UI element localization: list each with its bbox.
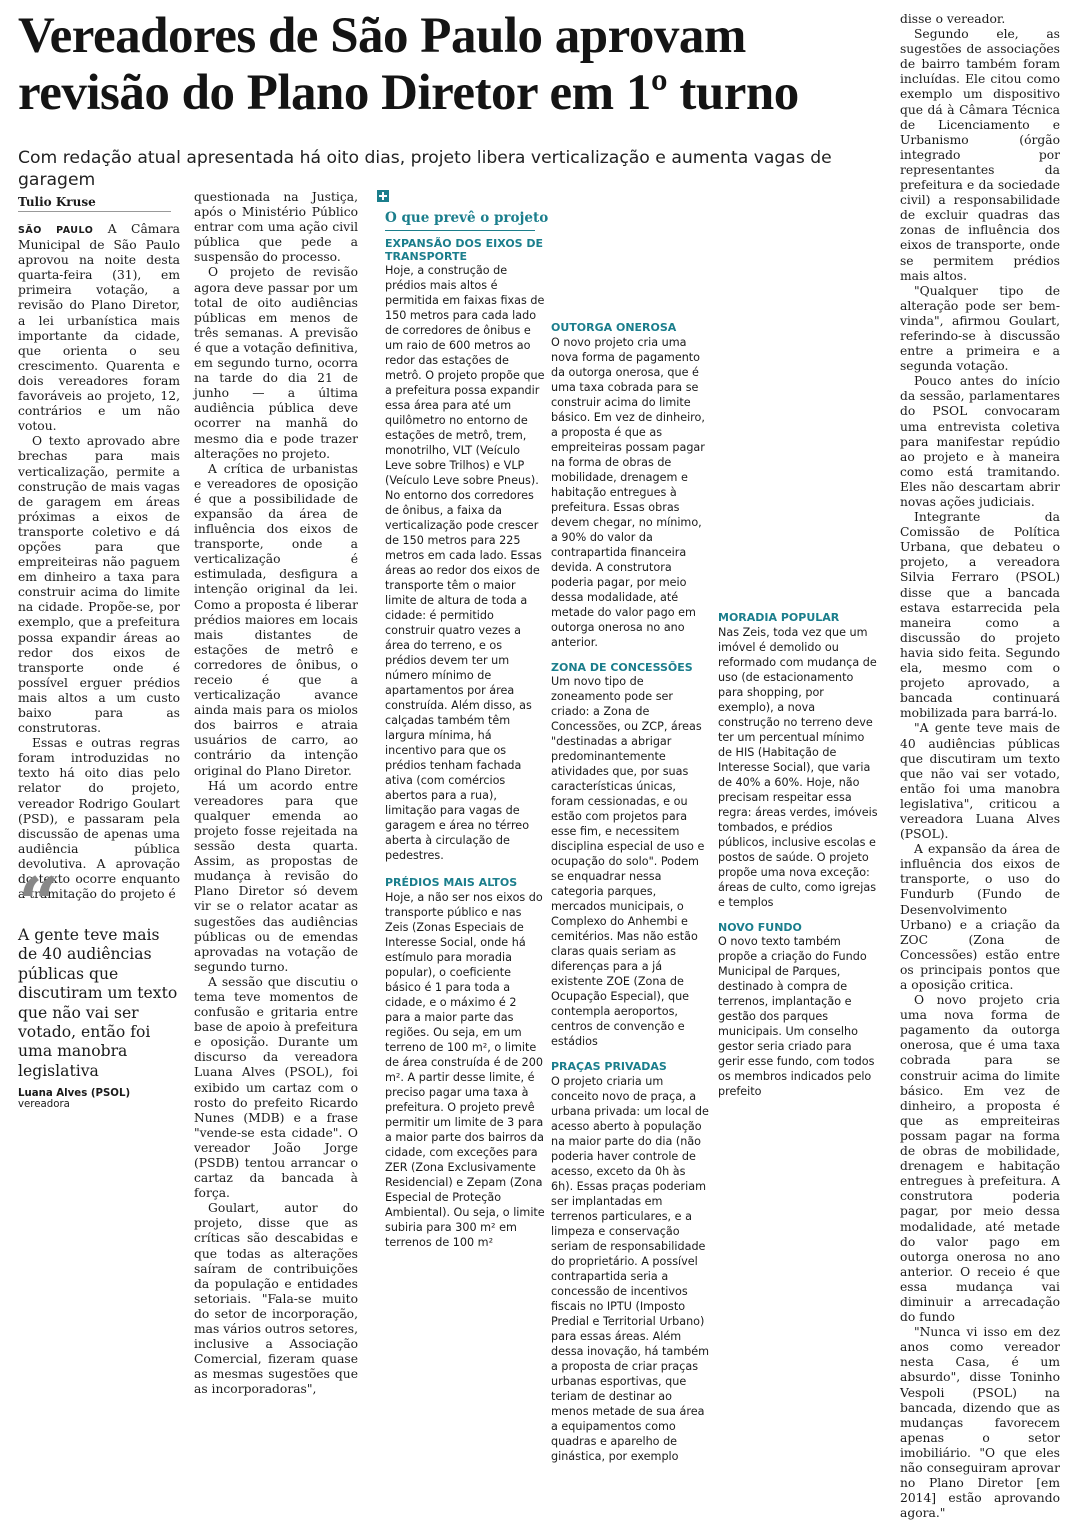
paragraph: A crítica de urbanistas e vereadores de oposição é que a possibilidade de expansão da área de influência dos eixos de transporte, onde a verticalização é estimulada, desfigura a intenção original da lei. Como a proposta é liberar prédios maiores em locais mais distantes de estações de metrô e corredores de ônibus, o receio é que a verticalização avance ainda mais para os miolos dos bairros e atraia usuários de carro, ao contrário da intenção original do Plano Diretor.: [194, 461, 358, 778]
paragraph: O projeto de revisão agora deve passar por um total de oito audiências públicas em menos de três semanas. A previsão é que a votação definitiva, em segundo turno, ocorra na tarde do dia 21 de junho — a última audiência pública deve ocorrer na manhã do mesmo dia e pode trazer alterações no projeto.: [194, 265, 358, 461]
section-heading: EXPANSÃO DOS EIXOS DE TRANSPORTE: [385, 237, 544, 263]
info-box-column-3: [718, 612, 878, 1099]
paragraph: disse o vereador.: [900, 12, 1006, 26]
paragraph: Goulart, autor do projeto, disse que as críticas são descabidas e que todas as alterações saíram de contribuições da população e entidades setoriais. "Fala-se muito do setor de incorporação, mas vários outros setores, inclusive a Associação Comercial, fizeram quase as mesmas sugestões que as incorporadoras",: [194, 1201, 358, 1397]
article-column-1: [18, 195, 181, 902]
byline: Tulio Kruse: [18, 195, 96, 209]
dateline: SÃO PAULO: [18, 225, 94, 236]
section-text: Um novo tipo de zoneamento pode ser criado: a Zona de Concessões, ou ZCP, áreas "destinadas a abrigar predominantemente atividades que, por suas características únicas, foram cessionadas, e ou estão com projetos para esse fim, e necessitem disciplina especial de uso e ocupação do solo". Podem se enquadrar nessa categoria parques, mercados municipais, o Complexo do Anhembi e cemitérios. Mas não estão claras quais seriam as diferenças para a já existente ZOE (Zona de Ocupação Especial), que contempla aeroportos, centros de convenção e estádios: [551, 675, 705, 1048]
quote-role: vereadora: [18, 1099, 70, 1111]
section-text: O novo texto também propõe a criação do Fundo Municipal de Parques, destinado à compra de terrenos, implantação e gestão dos parques municipais. Um conselho gestor seria criado para gerir esse fundo, com todos os membros indicados pelo prefeito: [718, 935, 875, 1098]
quote-mark-icon: “: [18, 861, 60, 946]
plus-icon: [377, 190, 389, 202]
subtitle: Com redação atual apresentada há oito dias, projeto libera verticalização e aumenta vagas de garagem: [18, 148, 832, 190]
article-column-2: [194, 190, 358, 1398]
section-text: Hoje, a não ser nos eixos do transporte público e nas Zeis (Zonas Especiais de Interesse Social, onde há estímulo para moradia popular), o coeficiente básico é 1 para toda a cidade, e o máximo é 2 para a maior parte das regiões. Ou seja, em um terreno de 100 m², o limite de área construída é de 200 m². A partir desse limite, é preciso pagar uma taxa à prefeitura. O projeto prevê permitir um limite de 3 para a maior parte dos bairros da cidade, com exceções para ZER (Zona Exclusivamente Residencial) e Zepam (Zona Especial de Proteção Ambiental). Ou seja, o limite subiria para 300 m² em terrenos de 100 m²: [385, 890, 545, 1249]
paragraph: Essas e outras regras foram introduzidas no texto há oito dias pelo relator do projeto, vereador Rodrigo Goulart (PSD), e passaram pela discussão de apenas uma audiência pública devolutiva. A aprovação do texto ocorre enquanto a tramitação do projeto é: [18, 736, 180, 902]
section-text: Hoje, a construção de prédios mais altos é permitida em faixas fixas de 150 metros para cada lado de corredores de ônibus e um raio de 600 metros ao redor das estações de metrô. O projeto propõe que a prefeitura possa expandir essa área para até um quilômetro no entorno de estações de metrô, trem, monotrilho, VLT (Veículo Leve sobre Trilhos) e VLP (Veículo Leve sobre Pneus). No entorno dos corredores de ônibus, a faixa da verticalização pode crescer de 150 metros para 225 metros em cada lado. Essas áreas ao redor dos eixos de transporte têm o maior limite de altura de toda a cidade: é permitido construir quatro vezes a área do terreno, e os prédios devem ter um número mínimo de apartamentos por área construída. Além disso, as calçadas também têm largura mínima, há incentivo para que os prédios tenham fachada ativa (com comércios abertos para a rua), limitação para vagas de garagem e área no térreo aberta à circulação de pedestres.: [385, 264, 545, 862]
pull-quote: [18, 861, 178, 1111]
info-box-column-1: [385, 238, 545, 1250]
quote-text: A gente teve mais de 40 audiências públicas que discutiram um texto que não vai ser votado, então foi uma manobra legislativa: [18, 926, 178, 1080]
paragraph: questionada na Justiça, após o Ministério Público entrar com uma ação civil pública que pede a suspensão do processo.: [194, 190, 358, 265]
headline: Vereadores de São Paulo aprovam revisão do Plano Diretor em 1º turno: [18, 8, 799, 121]
paragraph: "Qualquer tipo de alteração pode ser bem-vinda", afirmou Goulart, referindo-se à discussão entre a primeira e a segunda votação.: [900, 283, 1060, 374]
paragraph: A sessão que discutiu o tema teve momentos de confusão e gritaria entre base de apoio à prefeitura e oposição. Durante um discurso da vereadora Luana Alves (PSOL), foi exibido um cartaz com o rosto do prefeito Ricardo Nunes (MDB) e a frase "vende-se esta cidade". O vereador João Jorge (PSDB) tentou arrancar o cartaz da bancada à força.: [194, 974, 358, 1201]
section-text: Nas Zeis, toda vez que um imóvel é demolido ou reformado com mudança de uso (de estacionamento para shopping, por exemplo), a nova construção no terreno deve ter um percentual mínimo de HIS (Habitação de Interesse Social), que varia de 40% a 60%. Hoje, não precisam respeitar essa regra: áreas verdes, imóveis tombados, e prédios públicos, inclusive escolas e postos de saúde. O projeto propõe uma nova exceção: áreas de culto, como igrejas e templos: [718, 625, 878, 909]
paragraph: "Nunca vi isso em dez anos como vereador nesta Casa, é um absurdo", disse Toninho Vespoli (PSOL) na bancada, dizendo que as mudanças favorecem apenas o setor imobiliário. "O que eles não conseguiram aprovar no Plano Diretor [em 2014] estão aprovando agora.": [900, 1325, 1060, 1521]
paragraph: Há um acordo entre vereadores para que qualquer emenda ao projeto fosse rejeitada na sessão desta quarta. Assim, as propostas de mudança à revisão do Plano Diretor só devem vir se o relator acatar as sugestões das audiências públicas ou de emendas aprovadas na votação de segundo turno.: [194, 778, 358, 974]
paragraph: "A gente teve mais de 40 audiências públicas que discutiram um texto que não vai ser votado, então foi uma manobra legislativa", criticou a vereadora Luana Alves (PSOL).: [900, 721, 1060, 842]
paragraph: A expansão da área de influência dos eixos de transporte, o uso do Fundurb (Fundo de Desenvolvimento Urbano) e a criação da ZOC (Zona de Concessões) estão entre os principais pontos que a oposição critica.: [900, 842, 1060, 992]
paragraph: O novo projeto cria uma nova forma de pagamento da outorga onerosa, que é uma taxa cobrada para se construir acima do limite básico. Em vez de dinheiro, a proposta é que as empreiteiras possam pagar na forma de obras de mobilidade, drenagem e habitação entregues à prefeitura. A construtora poderia pagar, por meio dessa modalidade, até metade do valor pago em outorga onerosa no ano anterior. O receio é que essa mudança vai diminuir a arrecadação do fundo: [900, 993, 1060, 1325]
paragraph: Integrante da Comissão de Política Urbana, que debateu o projeto, a vereadora Silvia Ferraro (PSOL) disse que a bancada estava estarrecida pela maneira como a discussão do projeto havia sido feita. Segundo ela, mesmo com o projeto aprovado, a bancada continuará mobilizada para barrá-lo.: [900, 510, 1060, 721]
section-heading: OUTORGA ONEROSA: [551, 321, 677, 334]
byline-divider: [18, 211, 171, 212]
paragraph: Pouco antes do início da sessão, parlamentares do PSOL convocaram uma entrevista coletiva para manifestar repúdio ao projeto e à maneira como está tramitando. Eles não descartam abrir novas ações judiciais.: [900, 374, 1060, 509]
info-box-column-2: [551, 322, 711, 1464]
section-text: O novo projeto cria uma nova forma de pagamento da outorga onerosa, que é uma taxa cobrada para se construir acima do limite básico. Em vez de dinheiro, a proposta é que as empreiteiras possam pagar na forma de obras de mobilidade, drenagem e habitação entregues à prefeitura. Essas obras devem chegar, no mínimo, a 90% do valor da contrapartida financeira devida. A construtora poderia pagar, por meio dessa modalidade, até metade do valor pago em outorga onerosa no ano anterior.: [551, 335, 705, 649]
section-text: O projeto criaria um conceito novo de praça, a urbana privada: um local de acesso aberto à população na maior parte do dia (não poderia haver controle de acesso, exceto da 0h às 6h). Essas praças poderiam ser implantadas em terrenos particulares, e a limpeza e conservação seriam de responsabilidade do proprietário. A possível contrapartida seria a concessão de incentivos fiscais no IPTU (Imposto Predial e Territorial Urbano) para essas áreas. Além dessa inovação, há também a proposta de criar praças urbanas esportivas, que teriam de destinar ao menos metade de sua área a equipamentos como quadras e aparelho de ginástica, por exemplo: [551, 1074, 710, 1463]
section-heading: ZONA DE CONCESSÕES: [551, 660, 693, 674]
section-heading: PRÉDIOS MAIS ALTOS: [385, 876, 518, 889]
paragraph: O texto aprovado abre brechas para mais verticalização, permite a construção de mais vagas de garagem em áreas próximas a eixos de transporte coletivo e dá opções para que empreiteiras não paguem em dinheiro a taxa para construir acima do limite na cidade. Propõe-se, por exemplo, que a prefeitura possa expandir áreas ao redor dos eixos de transporte onde é possível erguer prédios mais altos a um custo baixo para as construtoras.: [18, 434, 180, 736]
paragraph: SÃO PAULO A Câmara Municipal de São Paulo aprovou na noite desta quarta-feira (31), em primeira votação, a revisão do Plano Diretor, a lei urbanística mais importante da cidade, que orienta o seu crescimento. Quarenta e dois vereadores foram favoráveis ao projeto, 12, contrários e um não votou.: [18, 222, 181, 434]
info-box-title: O que prevê o projeto: [385, 210, 549, 226]
paragraph: Segundo ele, as sugestões de associações de bairro também foram incluídas. Ele citou como exemplo um dispositivo que dá à Câmara Técnica de Licenciamento e Urbanismo (órgão integrado por representantes da prefeitura e da sociedade civil) a responsabilidade de excluir quadras das zonas de influência dos eixos de transporte, onde se permitem prédios mais altos.: [900, 27, 1060, 283]
section-heading: MORADIA POPULAR: [718, 611, 840, 624]
section-heading: NOVO FUNDO: [718, 920, 802, 934]
quote-author: Luana Alves (PSOL): [18, 1088, 131, 1100]
section-heading: PRAÇAS PRIVADAS: [551, 1060, 667, 1073]
article-column-4: [900, 12, 1060, 1521]
info-box-divider: [385, 230, 535, 231]
